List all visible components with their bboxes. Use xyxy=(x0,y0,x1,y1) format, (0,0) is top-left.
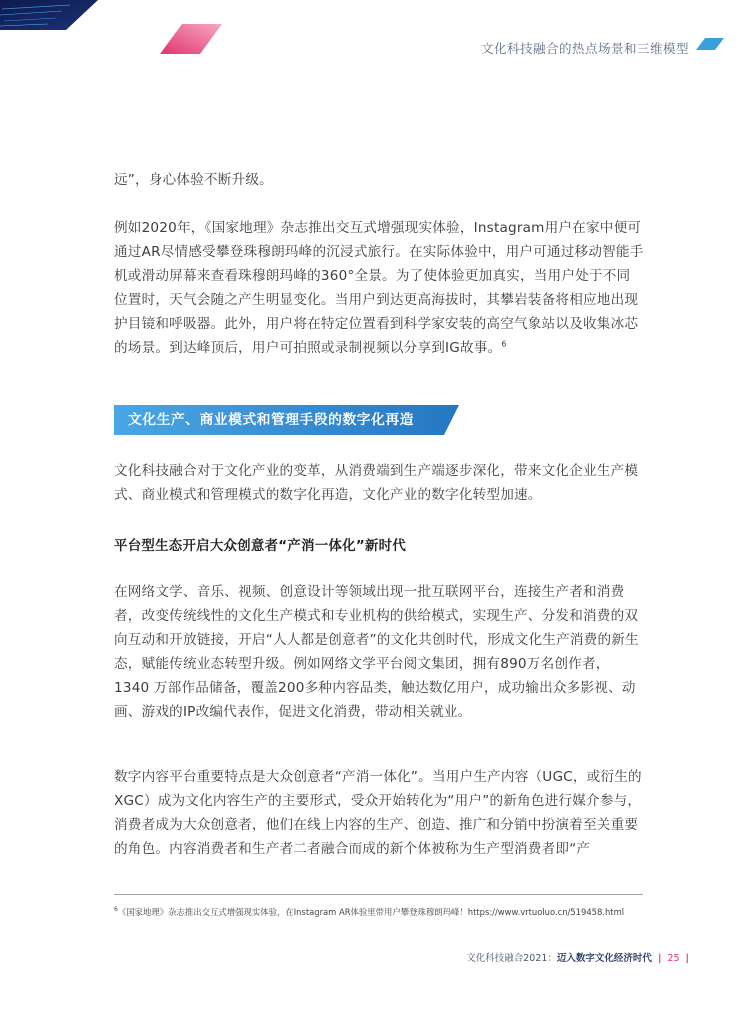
footer-publication: 文化科技融合2021： xyxy=(466,953,557,964)
footnote-text: 《国家地理》杂志推出交互式增强现实体验，在Instagram AR体验里带用户攀登珠穆朗玛峰！https://www.vrtuoluo.cn/519458.html xyxy=(117,907,625,917)
paragraph-digital-transformation: 文化科技融合对于文化产业的变革，从消费端到生产端逐步深化，带来文化企业生产模式、商业模式和管理模式的数字化再造，文化产业的数字化转型加速。 xyxy=(114,463,639,503)
footnote-reference[interactable]: 6 xyxy=(501,339,507,349)
corner-stripes-graphic xyxy=(0,0,100,40)
section-title: 文化生产、商业模式和管理手段的数字化再造 xyxy=(128,412,414,428)
footnote-divider xyxy=(114,894,643,895)
subsection-heading: 平台型生态开启大众创意者“产消一体化”新时代 xyxy=(114,539,407,554)
page-footer xyxy=(466,950,695,964)
footnote xyxy=(114,906,654,918)
page-number: 25 xyxy=(667,953,680,964)
paragraph-continuation: 远”，身心体验不断升级。 xyxy=(114,172,273,188)
blue-parallelogram-graphic xyxy=(696,38,724,50)
section-banner xyxy=(114,405,459,435)
running-header-title: 文化科技融合的热点场景和三维模型 xyxy=(480,41,689,56)
paragraph-text: 例如2020年，《国家地理》杂志推出交互式增强现实体验，Instagram用户在家中便可通过AR尽情感受攀登珠穆朗玛峰的沉浸式旅行。在实际体验中，用户可通过移动智能手机或滑动屏幕来查看珠穆朗玛峰的360°全景。为了使体验更加真实，当用户处于不同位置时，天气会随之产生明显变化。当用户到达更高海拔时，其攀岩装备将相应地出现护目镜和呼吸器。此外，用户将在特定位置看到科学家安装的高空气象站以及收集冰芯的场景。到达峰顶后，用户可拍照或录制视频以分享到IG故事。 xyxy=(114,220,644,356)
pink-parallelogram-graphic xyxy=(160,24,224,54)
footer-separator: | xyxy=(657,953,662,964)
footer-separator-end: | xyxy=(685,953,689,964)
footnote-mark: 6 xyxy=(114,906,118,914)
paragraph-platforms: 在网络文学、音乐、视频、创意设计等领域出现一批互联网平台，连接生产者和消费者，改变传统线性的文化生产模式和专业机构的供给模式，实现生产、分发和消费的双向互动和开放链接，开启“人人都是创意者”的文化共创时代，形成文化生产消费的新生态，赋能传统业态转型升级。例如网络文学平台阅文集团，拥有890万名创作者，1340 万部作品储备，覆盖200多种内容品类，触达数亿用户，成功输出众多影视、动画、游戏的IP改编代表作，促进文化消费，带动相关就业。 xyxy=(114,584,639,720)
footer-subtitle: 迈入数字文化经济时代 xyxy=(556,953,652,964)
paragraph-national-geographic xyxy=(114,216,644,360)
paragraph-prosumer: 数字内容平台重要特点是大众创意者“产消一体化”。当用户生产内容（UGC，或衍生的XGC）成为文化内容生产的主要形式，受众开始转化为“用户”的新角色进行媒介参与，消费者成为大众创意者，他们在线上内容的生产、创造、推广和分销中扮演着至关重要的角色。内容消费者和生产者二者融合而成的新个体被称为生产型消费者即“产 xyxy=(114,769,642,857)
